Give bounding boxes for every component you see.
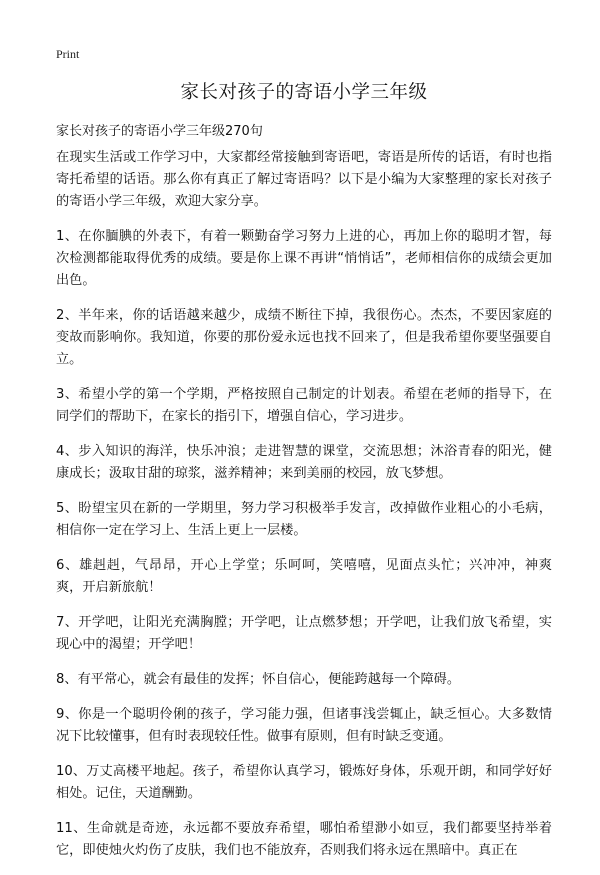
paragraph-2: 2、半年来，你的话语越来越少，成绩不断往下掉，我很伤心。杰杰，不要因家庭的变故而影响你。我知道，你要的那份爱永远也找不回来了，但是我希望你要坚强要自立。 xyxy=(56,308,552,367)
page-title: 家长对孩子的寄语小学三年级 xyxy=(180,82,428,103)
paragraph-5: 5、盼望宝贝在新的一学期里，努力学习积极举手发言，改掉做作业粗心的小毛病，相信你一定在学习上、生活上更上一层楼。 xyxy=(56,501,552,538)
paragraph-3: 3、希望小学的第一个学期，严格按照自己制定的计划表。希望在老师的指导下，在同学们的帮助下，在家长的指引下，增强自信心，学习进步。 xyxy=(56,387,552,424)
intro-paragraph: 在现实生活或工作学习中，大家都经常接触到寄语吧，寄语是所传的话语，有时也指寄托希望的话语。那么你有真正了解过寄语吗？以下是小编为大家整理的家长对孩子的寄语小学三年级，欢迎大家分享。 xyxy=(56,150,552,209)
paragraph-4: 4、步入知识的海洋，快乐冲浪；走进智慧的课堂，交流思想；沐浴青春的阳光，健康成长；汲取甘甜的琼浆，滋养精神；来到美丽的校园，放飞梦想。 xyxy=(56,444,552,481)
paragraph-7: 7、开学吧，让阳光充满胸膛；开学吧，让点燃梦想；开学吧，让我们放飞希望，实现心中的渴望；开学吧！ xyxy=(56,615,552,652)
article-subtitle: 家长对孩子的寄语小学三年级270句 xyxy=(56,124,263,139)
article-body xyxy=(56,147,552,875)
paragraph-10: 10、万丈高楼平地起。孩子，希望你认真学习，锻炼好身体，乐观开朗，和同学好好相处。记住，天道酬勤。 xyxy=(56,764,552,801)
paragraph-6: 6、雄赳赳，气昂昂，开心上学堂；乐呵呵，笑嘻嘻，见面点头忙；兴冲冲，神爽爽，开启新旅航！ xyxy=(56,558,552,595)
paragraph-8: 8、有平常心，就会有最佳的发挥；怀自信心，便能跨越每一个障碍。 xyxy=(56,672,461,687)
paragraph-11: 11、生命就是奇迹，永远都不要放弃希望，哪怕希望渺小如豆，我们都要坚持举着它，即使烛火灼伤了皮肤，我们也不能放弃，否则我们将永远在黑暗中。真正在 xyxy=(56,821,552,858)
print-link[interactable]: Print xyxy=(56,47,80,61)
paragraph-1: 1、在你腼腆的外表下，有着一颗勤奋学习努力上进的心，再加上你的聪明才智，每次检测都能取得优秀的成绩。要是你上课不再讲“悄悄话”，老师相信你的成绩会更加出色。 xyxy=(56,229,552,288)
paragraph-9: 9、你是一个聪明伶俐的孩子，学习能力强，但诸事浅尝辄止，缺乏恒心。大多数情况下比较懂事，但有时表现较任性。做事有原则，但有时缺乏变通。 xyxy=(56,707,552,744)
